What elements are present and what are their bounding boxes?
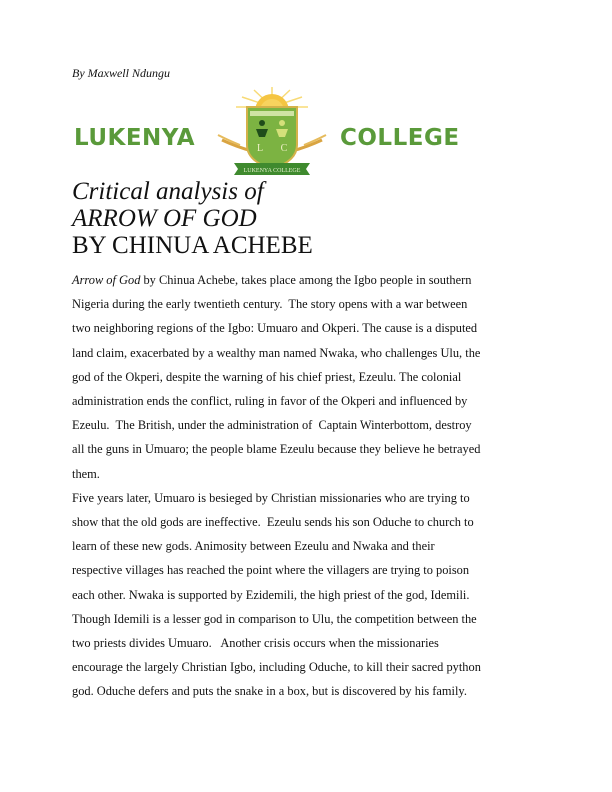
paragraph-line: Nigeria during the early twentieth century. The story opens with a war between <box>72 297 468 312</box>
svg-text:LUKENYA COLLEGE: LUKENYA COLLEGE <box>243 168 301 174</box>
paragraph-line: encourage the largely Christian Igbo, including Oduche, to kill their sacred python <box>72 660 481 675</box>
book-title: Arrow of God <box>72 273 141 287</box>
title-line-1: Critical analysis of <box>72 178 264 205</box>
paragraph-line: god of the Okperi, despite the warning of his chief priest, Ezeulu. The colonial <box>72 369 462 384</box>
paragraph-line: land claim, exacerbated by a wealthy man named Nwaka, who challenges Ulu, the <box>72 345 481 360</box>
college-crest-icon <box>212 85 332 180</box>
paragraph-line: god. Oduche defers and puts the snake in a box, but is discovered by his family. <box>72 684 467 699</box>
paragraph-line <box>72 268 552 292</box>
paragraph-line: respective villages has reached the point where the villagers are trying to poison <box>72 563 470 578</box>
paragraph-1 <box>72 268 552 486</box>
paragraph-line: all the guns in Umuaro; the people blame Ezeulu because they believe he betrayed <box>72 442 481 457</box>
college-logo <box>72 85 472 180</box>
paragraph-line: Though Idemili is a lesser god in comparison to Ulu, the competition between the <box>72 611 477 626</box>
logo-word-lukenya: LUKENYA <box>74 125 196 151</box>
paragraph-2 <box>72 486 552 704</box>
paragraph-line: each other. Nwaka is supported by Ezidemili, the high priest of the god, Idemili. <box>72 587 470 602</box>
document-title <box>72 178 313 259</box>
paragraph-line: learn of these new gods. Animosity between Ezeulu and Nwaka and their <box>72 539 435 554</box>
title-line-2: ARROW OF GOD <box>72 205 257 232</box>
logo-word-college: COLLEGE <box>340 125 460 151</box>
paragraph-line: two neighboring regions of the Igbo: Umuaro and Okperi. The cause is a disputed <box>72 321 478 336</box>
body-text <box>72 268 552 704</box>
paragraph-line: administration ends the conflict, ruling in favor of the Okperi and influenced by <box>72 394 468 409</box>
paragraph-line: show that the old gods are ineffective. Ezeulu sends his son Oduche to church to <box>72 515 474 530</box>
line-text: by Chinua Achebe, takes place among the Igbo people in southern <box>140 273 472 287</box>
paragraph-line: two priests divides Umuaro. Another crisis occurs when the missionaries <box>72 636 439 651</box>
author-byline: By Maxwell Ndungu <box>72 66 170 80</box>
paragraph-line: them. <box>72 466 100 481</box>
svg-text:C: C <box>280 143 288 154</box>
paragraph-line: Five years later, Umuaro is besieged by Christian missionaries who are trying to <box>72 490 470 505</box>
title-line-3: BY CHINUA ACHEBE <box>72 232 313 259</box>
paragraph-line: Ezeulu. The British, under the administration of Captain Winterbottom, destroy <box>72 418 472 433</box>
svg-text:L: L <box>256 143 264 154</box>
